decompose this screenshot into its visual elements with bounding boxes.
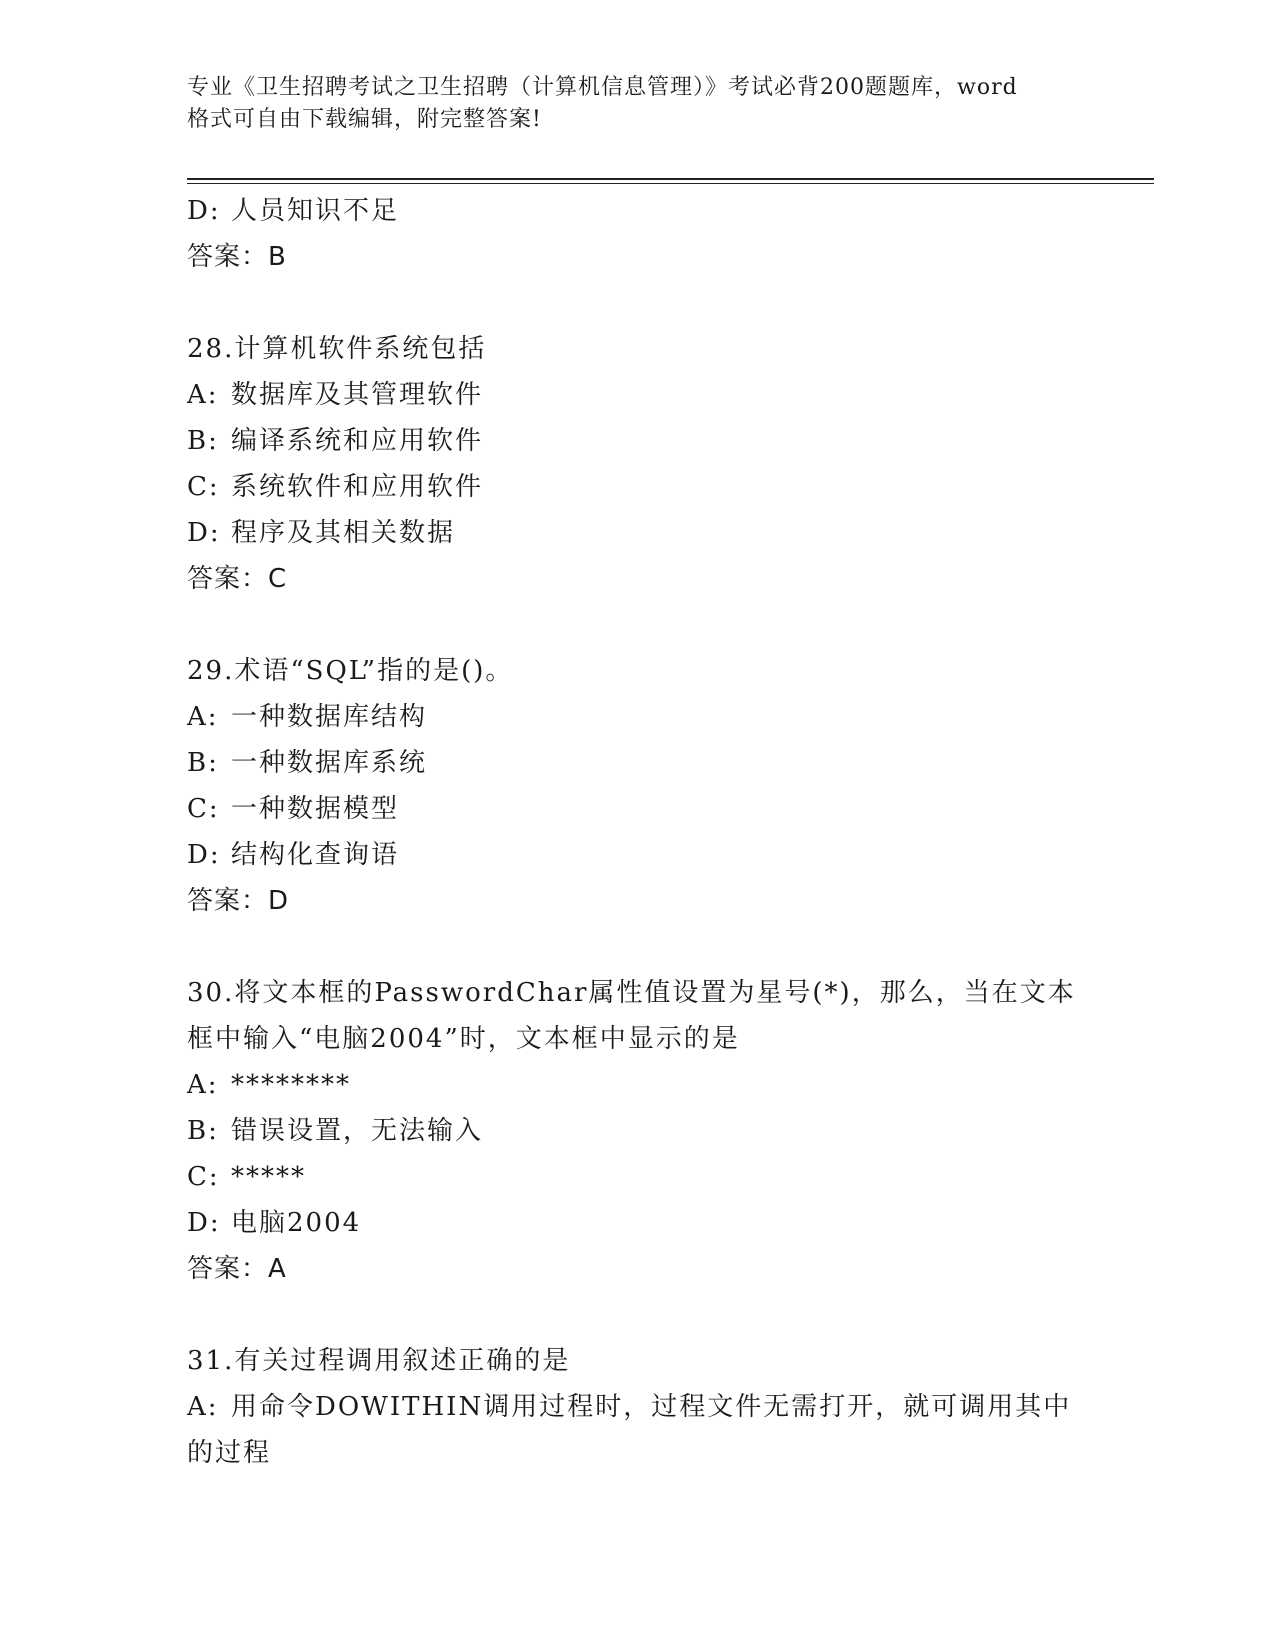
option-key: A: xyxy=(187,380,219,410)
option-text: 一种数据模型 xyxy=(231,794,400,824)
spacer xyxy=(187,1292,1087,1338)
option-key: D: xyxy=(187,518,221,548)
page-header xyxy=(187,72,1087,136)
option-d xyxy=(187,510,1087,556)
question-title: 29.术语“SQL”指的是()。 xyxy=(187,656,514,686)
option-text: 一种数据库结构 xyxy=(231,702,428,732)
option-c xyxy=(187,1154,1087,1200)
header-line-2: 格式可自由下载编辑，附完整答案! xyxy=(187,107,542,132)
option-key: D: xyxy=(187,840,221,870)
question-title: 31.有关过程调用叙述正确的是 xyxy=(187,1346,571,1376)
question-title-continued: 框中输入“电脑2004”时，文本框中显示的是 xyxy=(187,1024,740,1054)
option-d xyxy=(187,832,1087,878)
option-b xyxy=(187,418,1087,464)
option-text: 用命令DOWITHIN调用过程时，过程文件无需打开，就可调用其中 xyxy=(231,1392,1072,1422)
option-a xyxy=(187,372,1087,418)
option-key: B: xyxy=(187,426,219,456)
option-text: ***** xyxy=(231,1162,306,1192)
option-a xyxy=(187,694,1087,740)
option-key: D: xyxy=(187,1208,221,1238)
option-a xyxy=(187,1062,1087,1108)
option-c xyxy=(187,786,1087,832)
answer-line: 答案：D xyxy=(187,886,290,916)
option-key: A: xyxy=(187,1070,219,1100)
option-b xyxy=(187,740,1087,786)
spacer xyxy=(187,602,1087,648)
spacer xyxy=(187,924,1087,970)
option-text: ******** xyxy=(231,1070,351,1100)
question-title: 28.计算机软件系统包括 xyxy=(187,334,487,364)
option-text: 程序及其相关数据 xyxy=(231,518,456,548)
option-key: B: xyxy=(187,1116,219,1146)
answer-line: 答案：C xyxy=(187,564,288,594)
option-key: A: xyxy=(187,702,219,732)
option-text: 结构化查询语 xyxy=(231,840,400,870)
option-a xyxy=(187,1384,1087,1430)
option-text: 错误设置，无法输入 xyxy=(231,1116,484,1146)
option-d xyxy=(187,188,1087,234)
question-title: 30.将文本框的PasswordChar属性值设置为星号(*)，那么，当在文本 xyxy=(187,978,1076,1008)
option-c xyxy=(187,464,1087,510)
answer-line: 答案：B xyxy=(187,242,287,272)
option-key: B: xyxy=(187,748,219,778)
option-key: D: xyxy=(187,196,221,226)
option-text: 系统软件和应用软件 xyxy=(231,472,484,502)
option-key: C: xyxy=(187,472,220,502)
answer-line: 答案：A xyxy=(187,1254,287,1284)
option-d xyxy=(187,1200,1087,1246)
spacer xyxy=(187,280,1087,326)
option-text: 数据库及其管理软件 xyxy=(231,380,484,410)
question-content xyxy=(187,188,1087,1476)
option-key: A: xyxy=(187,1392,219,1422)
option-key: C: xyxy=(187,794,220,824)
option-key: C: xyxy=(187,1162,220,1192)
header-line-1: 专业《卫生招聘考试之卫生招聘（计算机信息管理）》考试必背200题题库，word xyxy=(187,75,1018,100)
option-b xyxy=(187,1108,1087,1154)
option-text: 编译系统和应用软件 xyxy=(231,426,484,456)
option-text: 人员知识不足 xyxy=(231,196,400,226)
option-a-continued: 的过程 xyxy=(187,1438,272,1468)
option-text: 一种数据库系统 xyxy=(231,748,428,778)
option-text: 电脑2004 xyxy=(231,1208,362,1238)
header-divider xyxy=(187,178,1154,184)
